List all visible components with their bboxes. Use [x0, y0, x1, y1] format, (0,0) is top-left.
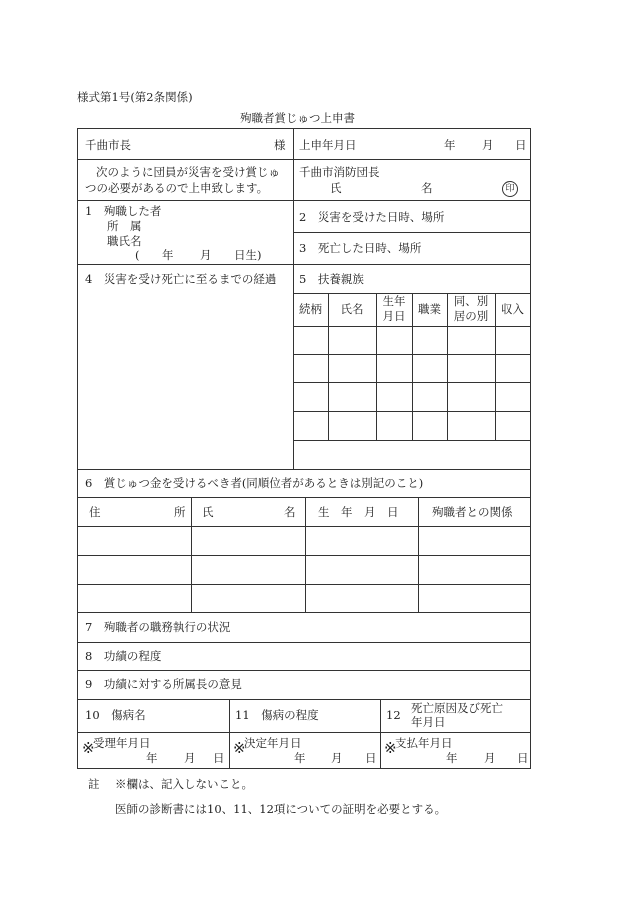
dep-header-residence-2: 居の別 — [453, 309, 489, 323]
birth-day: 日生) — [234, 248, 262, 262]
payment-date-year: 年 — [446, 751, 458, 765]
ben-header-birthdate: 生 年 月 日 — [318, 505, 399, 519]
row-line — [78, 526, 530, 527]
section-4-title: 4 災害を受け死亡に至るまでの経過 — [85, 272, 277, 286]
applicant-organization: 千曲市消防団長 — [299, 165, 380, 179]
recipient-name: 千曲市長 — [85, 138, 131, 152]
applicant-name-mei: 名 — [421, 181, 433, 195]
row-line — [78, 200, 530, 201]
section-10-title: 10 傷病名 — [85, 708, 146, 722]
decision-date-year: 年 — [294, 751, 306, 765]
payment-date-label: 支払年月日 — [395, 736, 453, 750]
row-line — [78, 159, 530, 160]
section-12-line-2: 年月日 — [411, 715, 446, 729]
row-line — [293, 232, 530, 233]
payment-date-month: 月 — [484, 751, 496, 765]
col-line — [418, 497, 419, 612]
col-line — [229, 699, 230, 768]
ben-header-relation: 殉職者との関係 — [432, 505, 513, 519]
decision-date-day: 日 — [365, 751, 377, 765]
received-date-label: 受理年月日 — [93, 736, 151, 750]
row-line — [293, 440, 530, 441]
document-title: 殉職者賞じゅつ上申書 — [240, 111, 355, 125]
row-line — [78, 469, 530, 470]
section-7-title: 7 殉職者の職務執行の状況 — [85, 620, 231, 634]
col-line — [191, 497, 192, 612]
row-line — [78, 612, 530, 613]
birth-year: 年 — [162, 248, 174, 262]
section-11-title: 11 傷病の程度 — [235, 708, 319, 722]
dep-header-birth-2: 月日 — [382, 309, 406, 323]
section-1-affiliation: 所 属 — [107, 219, 142, 233]
row-line — [78, 555, 530, 556]
received-date-day: 日 — [213, 751, 225, 765]
col-line — [293, 129, 294, 469]
birth-month: 月 — [200, 248, 212, 262]
filing-date-label: 上申年月日 — [299, 138, 357, 152]
received-date-month: 月 — [184, 751, 196, 765]
dep-header-name: 氏名 — [340, 302, 364, 316]
col-line — [305, 497, 306, 612]
statement-line-1: 次のように団員が災害を受け賞じゅ — [96, 165, 280, 179]
row-line — [78, 264, 530, 265]
row-line — [78, 670, 530, 671]
received-date-year: 年 — [146, 751, 158, 765]
dep-header-relation: 続柄 — [299, 302, 322, 316]
section-6-title: 6 賞じゅつ金を受けるべき者(同順位者があるときは別記のこと) — [85, 476, 424, 490]
seal-mark: 印 — [502, 181, 518, 197]
ben-header-address-1: 住 — [89, 505, 101, 519]
decision-date-month: 月 — [331, 751, 343, 765]
row-line — [78, 699, 530, 700]
row-line — [78, 642, 530, 643]
application-form — [77, 128, 531, 769]
statement-line-2: つの必要があるので上申致します。 — [85, 181, 269, 195]
section-5-title: 5 扶養親族 — [299, 272, 364, 286]
form-number: 様式第1号(第2条関係) — [77, 90, 193, 104]
section-3-title: 3 死亡した日時、場所 — [299, 241, 422, 255]
honorific-sama: 様 — [274, 138, 286, 152]
row-line — [78, 497, 530, 498]
dep-header-income: 収入 — [501, 302, 524, 316]
applicant-name-shi: 氏 — [330, 181, 342, 195]
ben-header-name-1: 氏 — [202, 505, 214, 519]
office-use-mark: ※ — [233, 739, 246, 757]
ben-header-name-2: 名 — [284, 505, 296, 519]
dep-header-residence-1: 同、別 — [453, 294, 489, 308]
row-line — [78, 584, 530, 585]
office-use-mark: ※ — [82, 739, 95, 757]
filing-date-day: 日 — [515, 138, 527, 152]
row-line — [78, 732, 530, 733]
section-1-title: 1 殉職した者 — [85, 204, 162, 218]
section-12-line-1: 死亡原因及び死亡 — [411, 701, 503, 715]
section-9-title: 9 功績に対する所属長の意見 — [85, 677, 242, 691]
birth-paren-open: ( — [135, 248, 140, 262]
col-line — [380, 699, 381, 768]
section-8-title: 8 功績の程度 — [85, 649, 162, 663]
dep-header-birth-1: 生年 — [382, 294, 406, 308]
note-2: 医師の診断書には10、11、12項についての証明を必要とする。 — [115, 802, 447, 816]
section-1-name: 職氏名 — [107, 234, 142, 248]
dep-header-occupation: 職業 — [418, 302, 441, 316]
office-use-mark: ※ — [384, 739, 397, 757]
filing-date-year: 年 — [444, 138, 456, 152]
section-12-number: 12 — [386, 708, 401, 722]
section-2-title: 2 災害を受けた日時、場所 — [299, 210, 445, 224]
payment-date-day: 日 — [517, 751, 529, 765]
note-1: ※欄は、記入しないこと。 — [115, 777, 253, 791]
ben-header-address-2: 所 — [174, 505, 186, 519]
note-prefix: 註 — [88, 777, 100, 791]
filing-date-month: 月 — [482, 138, 494, 152]
decision-date-label: 決定年月日 — [244, 736, 302, 750]
